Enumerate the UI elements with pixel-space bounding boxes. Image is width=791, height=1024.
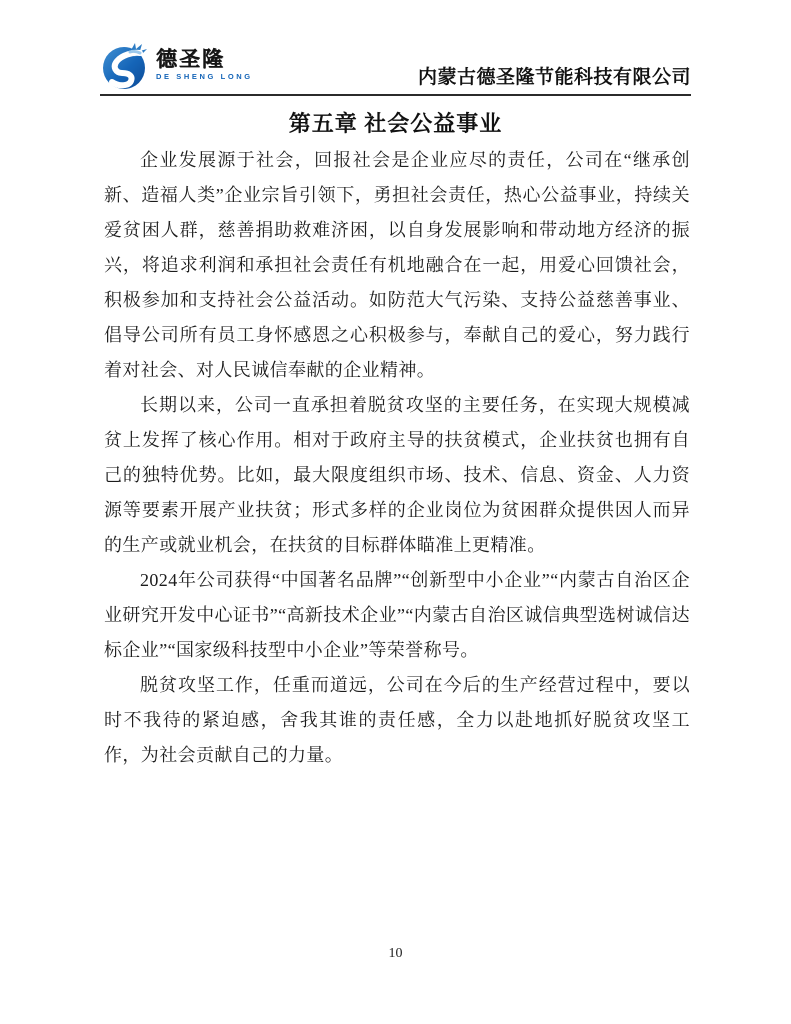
page-header xyxy=(100,34,691,96)
paragraph: 长期以来，公司一直承担着脱贫攻坚的主要任务，在实现大规模减贫上发挥了核心作用。相对于政府主导的扶贫模式，企业扶贫也拥有自己的独特优势。比如，最大限度组织市场、技术、信息、资金、人力资源等要素开展产业扶贫；形式多样的企业岗位为贫困群众提供因人而异的生产或就业机会，在扶贫的目标群体瞄准上更精准。 xyxy=(104,395,690,555)
company-logo xyxy=(100,39,253,91)
paragraph: 企业发展源于社会，回报社会是企业应尽的责任，公司在“继承创新、造福人类”企业宗旨引领下，勇担社会责任，热心公益事业，持续关爱贫困人群，慈善捐助救难济困，以自身发展影响和带动地方经济的振兴，将追求利润和承担社会责任有机地融合在一起，用爱心回馈社会，积极参加和支持社会公益活动。如防范大气污染、支持公益慈善事业、倡导公司所有员工身怀感恩之心积极参与，奉献自己的爱心，努力践行着对社会、对人民诚信奉献的企业精神。 xyxy=(104,150,690,380)
logo-name-cn: 德圣隆 xyxy=(156,48,225,72)
chapter-title: 第五章 社会公益事业 xyxy=(288,111,503,136)
dragon-globe-icon xyxy=(100,39,152,91)
paragraph: 脱贫攻坚工作，任重而道远，公司在今后的生产经营过程中，要以时不我待的紧迫感，舍我其谁的责任感，全力以赴地抓好脱贫攻坚工作，为社会贡献自己的力量。 xyxy=(104,675,690,765)
document-body xyxy=(104,143,690,773)
company-name: 内蒙古德圣隆节能科技有限公司 xyxy=(417,67,691,88)
paragraph: 2024年公司获得“中国著名品牌”“创新型中小企业”“内蒙古自治区企业研究开发中心证书”“高新技术企业”“内蒙古自治区诚信典型选树诚信达标企业”“国家级科技型中小企业”等荣誉称号。 xyxy=(104,570,690,660)
logo-name-en: DE SHENG LONG xyxy=(156,72,253,82)
logo-text xyxy=(156,49,253,81)
page-number: 10 xyxy=(388,946,403,961)
